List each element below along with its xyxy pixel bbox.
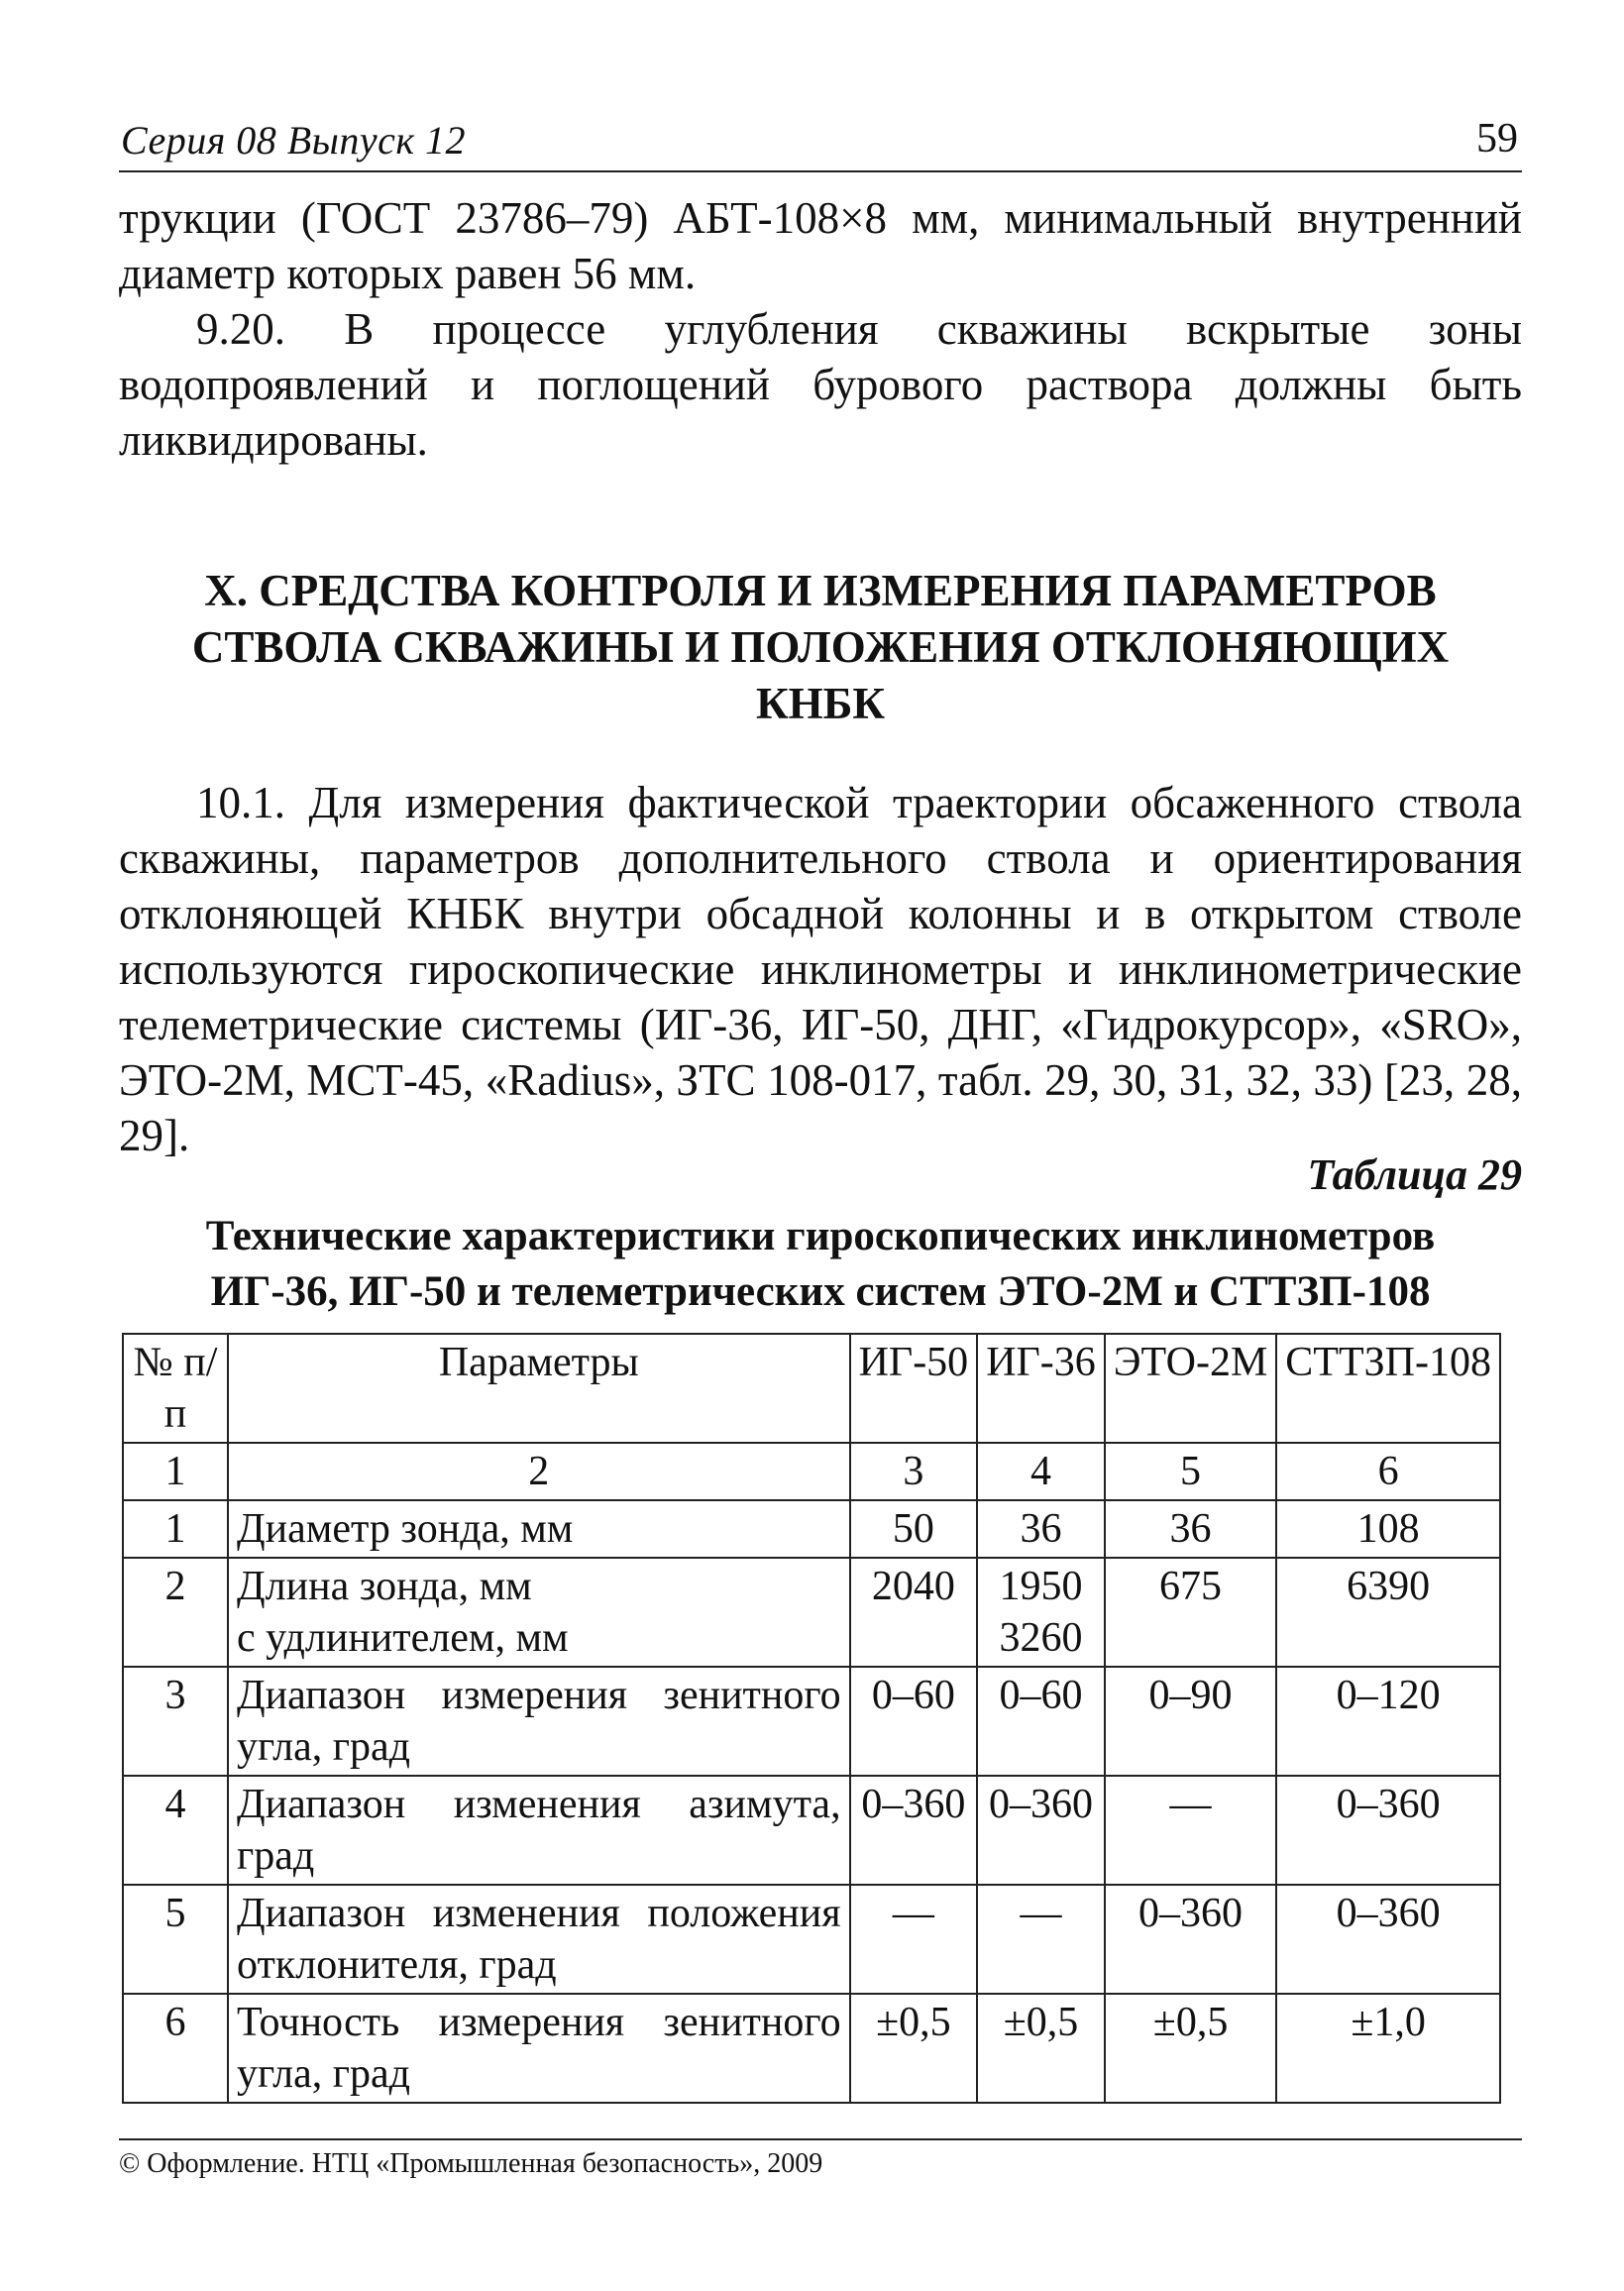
value-ig36: — xyxy=(977,1885,1105,1994)
intro-text xyxy=(119,190,1522,468)
table-row xyxy=(123,1667,1500,1776)
column-number-cell: 2 xyxy=(228,1443,850,1500)
table-label: Таблица 29 xyxy=(1307,1150,1522,1199)
row-param: Точность измерения зенитного угла, град xyxy=(228,1994,850,2103)
column-number-cell: 1 xyxy=(123,1443,228,1500)
value-ig36-line: 3260 xyxy=(999,1615,1083,1661)
value-eto: 0–360 xyxy=(1105,1885,1277,1994)
column-number-row xyxy=(123,1443,1500,1500)
paragraph-10-1: 10.1. Для измерения фактической траектории обсаженного ствола скважины, параметров дополнительного ствола и ориентирования отклоняющей КНБК внутри обсадной колонны и в открытом стволе используются гироскопические инклинометры и инклинометрические телеметрические системы (ИГ-36, ИГ-50, ДНГ, «Гидрокурсор», «SRO», ЭТО-2М, МСТ-45, «Radius», ЗТС 108-017, табл. 29, 30, 31, 32, 33) [23, 28, 29]. xyxy=(119,778,1522,1160)
table-row xyxy=(123,1776,1500,1885)
value-ig50: 0–60 xyxy=(850,1667,978,1776)
table-row xyxy=(123,1500,1500,1558)
header-cell-num: № п/п xyxy=(123,1334,228,1443)
value-ig50: ±0,5 xyxy=(850,1994,978,2103)
column-number-cell: 4 xyxy=(977,1443,1105,1500)
section-title-line: СТВОЛА СКВАЖИНЫ И ПОЛОЖЕНИЯ ОТКЛОНЯЮЩИХ xyxy=(191,622,1450,672)
section-title-line: X. СРЕДСТВА КОНТРОЛЯ И ИЗМЕРЕНИЯ ПАРАМЕТРОВ xyxy=(204,566,1437,615)
paragraph-continued: трукции (ГОСТ 23786–79) АБТ-108×8 мм, минимальный внутренний диаметр которых равен 56 мм. xyxy=(119,193,1522,298)
value-eto: 0–90 xyxy=(1105,1667,1277,1776)
value-stt: 108 xyxy=(1276,1500,1500,1558)
header-cell-params: Параметры xyxy=(228,1334,850,1443)
row-number: 4 xyxy=(123,1776,228,1885)
table-row xyxy=(123,1558,1500,1667)
table-title xyxy=(119,1209,1522,1320)
series-label: Серия 08 Выпуск 12 xyxy=(121,118,467,163)
value-ig36 xyxy=(977,1558,1105,1667)
row-param-line: с удлинителем, мм xyxy=(237,1615,569,1661)
table-row xyxy=(123,1885,1500,1994)
table-row xyxy=(123,1994,1500,2103)
value-eto: 36 xyxy=(1105,1500,1277,1558)
row-param: Диапазон измерения зенитного угла, град xyxy=(228,1667,850,1776)
value-stt: 0–120 xyxy=(1276,1667,1500,1776)
page-number: 59 xyxy=(1476,116,1518,162)
value-ig36-line: 1950 xyxy=(999,1564,1083,1609)
header-cell-eto: ЭТО-2М xyxy=(1105,1334,1277,1443)
header-cell-ig36: ИГ-36 xyxy=(977,1334,1105,1443)
table-title-line: Технические характеристики гироскопических инклинометров xyxy=(205,1213,1436,1259)
row-number: 1 xyxy=(123,1500,228,1558)
value-ig36: ±0,5 xyxy=(977,1994,1105,2103)
row-number: 5 xyxy=(123,1885,228,1994)
section-title xyxy=(119,563,1522,732)
copyright-footer: © Оформление. НТЦ «Промышленная безопасность», 2009 xyxy=(119,2138,1522,2180)
value-stt: ±1,0 xyxy=(1276,1994,1500,2103)
value-stt: 0–360 xyxy=(1276,1776,1500,1885)
value-eto: 675 xyxy=(1105,1558,1277,1667)
row-number: 3 xyxy=(123,1667,228,1776)
row-number: 2 xyxy=(123,1558,228,1667)
value-ig50: 0–360 xyxy=(850,1776,978,1885)
table-title-line: ИГ-36, ИГ-50 и телеметрических систем ЭТО-2М и СТТЗП-108 xyxy=(210,1268,1431,1315)
column-number-cell: 3 xyxy=(850,1443,978,1500)
section-text xyxy=(119,775,1522,1163)
row-param: Диапазон изменения азимута, град xyxy=(228,1776,850,1885)
row-number: 6 xyxy=(123,1994,228,2103)
value-ig36: 0–60 xyxy=(977,1667,1105,1776)
value-stt: 0–360 xyxy=(1276,1885,1500,1994)
column-number-cell: 6 xyxy=(1276,1443,1500,1500)
row-param-line: Длина зонда, мм xyxy=(237,1564,532,1609)
table-header-row xyxy=(123,1334,1500,1443)
section-title-line: КНБК xyxy=(755,679,885,728)
row-param xyxy=(228,1558,850,1667)
header-cell-ig50: ИГ-50 xyxy=(850,1334,978,1443)
header-cell-stt: СТТЗП-108 xyxy=(1276,1334,1500,1443)
value-ig50: — xyxy=(850,1885,978,1994)
value-eto: — xyxy=(1105,1776,1277,1885)
row-param: Диаметр зонда, мм xyxy=(228,1500,850,1558)
column-number-cell: 5 xyxy=(1105,1443,1277,1500)
row-param: Диапазон изменения положения отклонителя, град xyxy=(228,1885,850,1994)
value-ig36: 36 xyxy=(977,1500,1105,1558)
running-header xyxy=(119,111,1522,172)
value-ig50: 50 xyxy=(850,1500,978,1558)
value-stt: 6390 xyxy=(1276,1558,1500,1667)
value-ig36: 0–360 xyxy=(977,1776,1105,1885)
value-ig50: 2040 xyxy=(850,1558,978,1667)
spec-table xyxy=(122,1333,1501,2104)
value-eto: ±0,5 xyxy=(1105,1994,1277,2103)
paragraph-9-20: 9.20. В процессе углубления скважины вскрытые зоны водопроявлений и поглощений бурового раствора должны быть ликвидированы. xyxy=(119,304,1522,465)
